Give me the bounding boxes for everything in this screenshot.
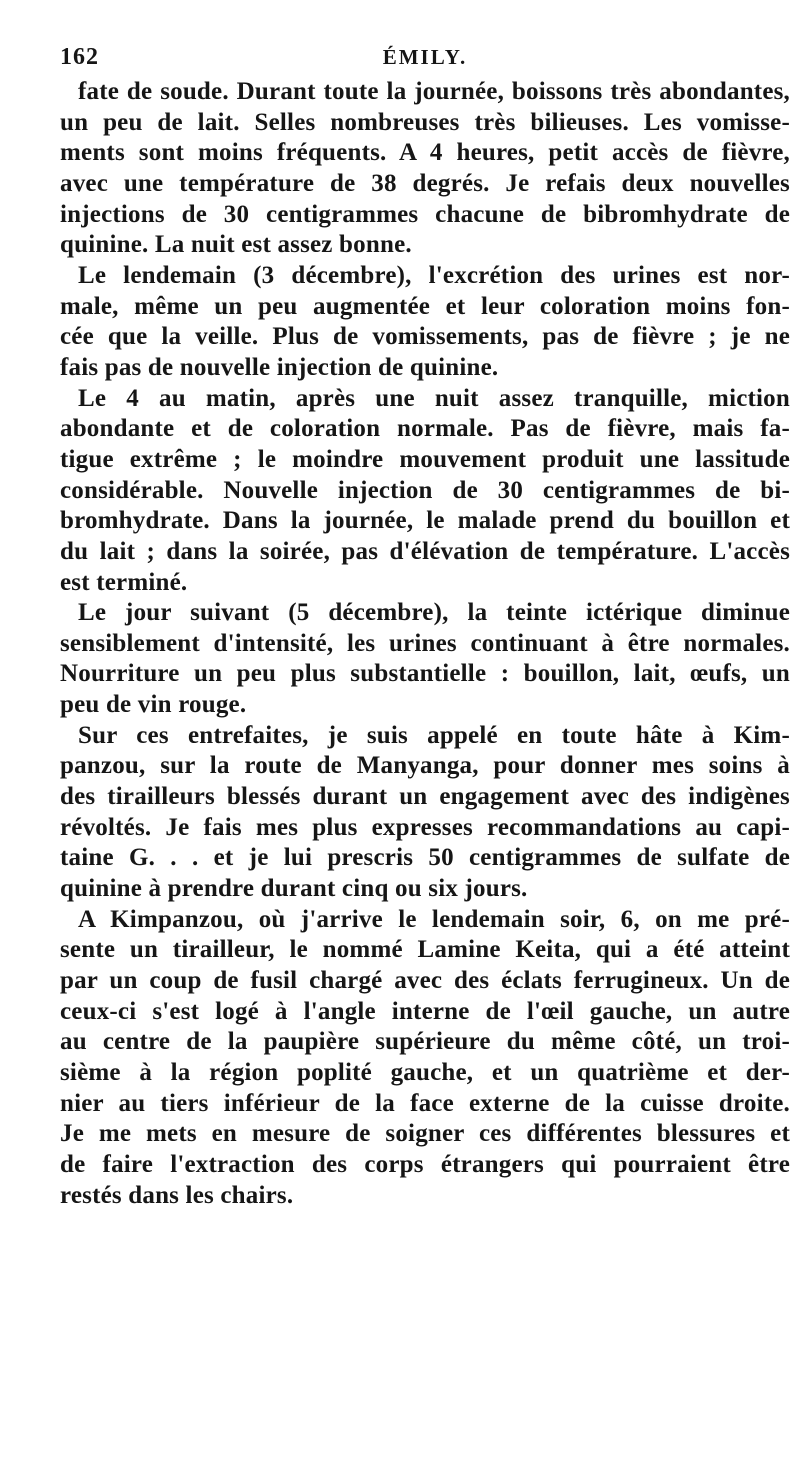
- text-line: fais pas de nouvelle injection de quinine.: [60, 353, 499, 381]
- text-line: du lait ; dans la soirée, pas d'élévation de température. L'accès: [60, 537, 790, 565]
- text-line: nier au tiers inférieur de la face externe de la cuisse droite.: [60, 1089, 790, 1117]
- text-line: Je me mets en mesure de soigner ces différentes blessures et: [60, 1120, 790, 1148]
- text-line: sente un tirailleur, le nommé Lamine Keita, qui a été atteint: [60, 936, 790, 964]
- text-line: ments sont moins fréquents. A 4 heures, petit accès de fièvre,: [60, 139, 790, 167]
- text-line: de faire l'extraction des corps étrangers qui pourraient être: [60, 1150, 790, 1178]
- text-line: A Kimpanzou, où j'arrive le lendemain soir, 6, on me pré-: [78, 905, 790, 933]
- text-line: Le jour suivant (5 décembre), la teinte ictérique diminue: [78, 599, 790, 627]
- body-text: [60, 77, 790, 1211]
- text-line: révoltés. Je fais mes plus expresses recommandations au capi-: [60, 813, 790, 841]
- text-line: Sur ces entrefaites, je suis appelé en toute hâte à Kim-: [78, 721, 790, 749]
- text-line: des tirailleurs blessés durant un engagement avec des indigènes: [60, 783, 790, 811]
- text-line: taine G. . . et je lui prescris 50 centigrammes de sulfate de: [60, 844, 790, 872]
- text-line: au centre de la paupière supérieure du même côté, un troi-: [60, 1028, 790, 1056]
- text-line: avec une température de 38 degrés. Je refais deux nouvelles: [60, 169, 790, 197]
- text-line: panzou, sur la route de Manyanga, pour donner mes soins à: [60, 752, 790, 780]
- text-line: Le 4 au matin, après une nuit assez tranquille, miction: [78, 384, 790, 412]
- text-line: abondante et de coloration normale. Pas de fièvre, mais fa-: [60, 415, 790, 443]
- text-line: quinine à prendre durant cinq ou six jours.: [60, 875, 528, 903]
- text-line: cée que la veille. Plus de vomissements, pas de fièvre ; je ne: [60, 323, 790, 351]
- text-line: Nourriture un peu plus substantielle : bouillon, lait, œufs, un: [60, 660, 790, 688]
- text-line: tigue extrême ; le moindre mouvement produit une lassitude: [60, 445, 790, 473]
- text-line: Le lendemain (3 décembre), l'excrétion des urines est nor-: [78, 261, 790, 289]
- text-line: par un coup de fusil chargé avec des éclats ferrugineux. Un de: [60, 967, 790, 995]
- running-title: ÉMILY.: [382, 45, 468, 69]
- text-line: ceux-ci s'est logé à l'angle interne de l'œil gauche, un autre: [60, 997, 790, 1025]
- text-line: un peu de lait. Selles nombreuses très bilieuses. Les vomisse-: [60, 108, 790, 136]
- text-line: male, même un peu augmentée et leur coloration moins fon-: [60, 292, 790, 320]
- text-line: fate de soude. Durant toute la journée, boissons très abondantes,: [78, 78, 790, 105]
- page-header: [60, 44, 790, 78]
- page-number: 162: [60, 44, 99, 70]
- text-line: sensiblement d'intensité, les urines continuant à être normales.: [60, 629, 790, 657]
- text-line: considérable. Nouvelle injection de 30 centigrammes de bi-: [60, 476, 790, 504]
- text-line: est terminé.: [60, 568, 188, 596]
- text-line: injections de 30 centigrammes chacune de bibromhydrate de: [60, 200, 790, 228]
- text-line: peu de vin rouge.: [60, 691, 247, 719]
- text-line: restés dans les chairs.: [60, 1181, 294, 1209]
- text-line: sième à la région poplité gauche, et un quatrième et der-: [60, 1059, 790, 1086]
- text-line: bromhydrate. Dans la journée, le malade prend du bouillon et: [60, 507, 790, 535]
- text-line: quinine. La nuit est assez bonne.: [60, 231, 412, 259]
